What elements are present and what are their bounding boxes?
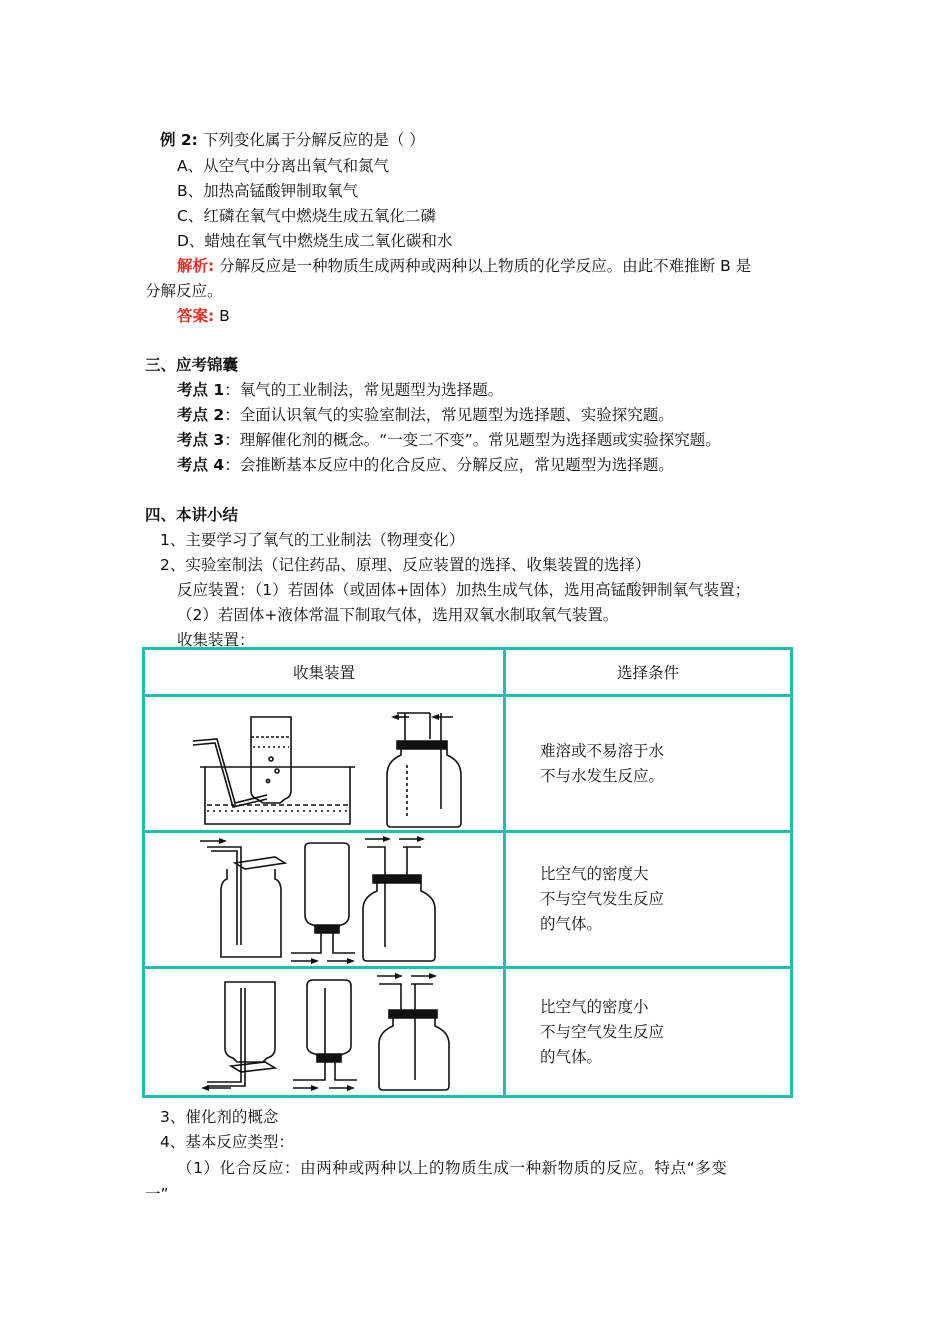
table-row (144, 696, 792, 832)
condition-text (506, 739, 790, 789)
exam-point-text: ：全面认识氧气的实验室制法，常见题型为选择题、实验探究题。 (224, 406, 674, 424)
condition-text (506, 995, 790, 1070)
condition-line: 的气体。 (540, 915, 603, 933)
exam-point-text: ：理解催化剂的概念。“一变二不变”。常见题型为选择题或实验探究题。 (224, 431, 721, 449)
option-d: D、蜡烛在氧气中燃烧生成二氧化碳和水 (177, 232, 453, 250)
water-displacement-figure (144, 696, 505, 832)
exam-point-4 (177, 454, 674, 476)
collection-table (142, 647, 793, 1098)
analysis-continued: 分解反应。 (145, 282, 223, 300)
exam-point-label: 考点 2 (177, 406, 225, 424)
analysis-label: 解析: (177, 257, 215, 275)
analysis-text: 分解反应是一种物质生成两种或两种以上物质的化学反应。由此不难推断 B 是 (219, 257, 752, 275)
section4-title: 四、本讲小结 (145, 506, 239, 524)
example-label: 例 2: (160, 131, 198, 149)
summary-item-3: 3、催化剂的概念 (160, 1108, 279, 1126)
exam-point-text: ：会推断基本反应中的化合反应、分解反应，常见题型为选择题。 (224, 456, 674, 474)
option-c: C、红磷在氧气中燃烧生成五氧化二磷 (177, 207, 436, 225)
exam-point-1 (177, 379, 503, 401)
exam-point-2 (177, 404, 674, 426)
example-question: 下列变化属于分解反应的是（ ） (202, 131, 425, 149)
header-collect-device: 收集装置 (144, 649, 505, 696)
condition-cell (505, 968, 792, 1097)
downward-air-figure (144, 968, 505, 1097)
combination-reaction: （1）化合反应：由两种或两种以上的物质生成一种新物质的反应。特点“多变 (177, 1159, 728, 1177)
summary-item-1: 1、主要学习了氧气的工业制法（物理变化） (160, 531, 465, 549)
option-b: B、加热高锰酸钾制取氧气 (177, 182, 359, 200)
summary-item-4: 4、基本反应类型： (160, 1133, 294, 1151)
exam-point-label: 考点 1 (177, 381, 225, 399)
exam-point-3 (177, 429, 721, 451)
combination-reaction-continued: 一” (145, 1185, 169, 1203)
condition-line: 的气体。 (540, 1047, 603, 1066)
reaction-device-1: 反应装置：（1）若固体（或固体+固体）加热生成气体，选用高锰酸钾制氧气装置； (177, 581, 751, 599)
upward-air-figure (144, 832, 505, 968)
condition-line: 不与空气发生反应 (540, 1022, 665, 1041)
upward-air-displacement-diagram (145, 970, 500, 1095)
condition-line: 不与空气发生反应 (540, 890, 665, 908)
collect-label: 收集装置： (177, 631, 255, 649)
exam-point-text: ：氧气的工业制法，常见题型为选择题。 (224, 381, 504, 399)
condition-line: 比空气的密度小 (540, 997, 649, 1016)
exam-point-label: 考点 3 (177, 431, 225, 449)
section3-title: 三、应考锦囊 (145, 356, 239, 374)
condition-line: 难溶或不易溶于水 (540, 741, 665, 760)
condition-text (506, 862, 790, 937)
table-row (144, 968, 792, 1097)
water-displacement-diagram (145, 699, 500, 829)
condition-line: 比空气的密度大 (540, 865, 649, 883)
header-condition: 选择条件 (505, 649, 792, 696)
option-a: A、从空气中分离出氧气和氮气 (177, 157, 390, 175)
summary-item-2: 2、实验室制法（记住药品、原理、反应装置的选择、收集装置的选择） (160, 556, 651, 574)
reaction-device-2: （2）若固体+液体常温下制取气体，选用双氧水制取氧气装置。 (177, 606, 619, 624)
answer-line (177, 305, 230, 327)
exam-point-label: 考点 4 (177, 456, 225, 474)
table-row (144, 832, 792, 968)
condition-cell (505, 696, 792, 832)
example-question-line (160, 129, 425, 151)
answer-value: B (219, 307, 230, 325)
table-header-row (144, 649, 792, 696)
analysis-line (177, 255, 751, 277)
downward-air-displacement-diagram (145, 835, 500, 965)
condition-line: 不与水发生反应。 (540, 766, 665, 785)
condition-cell (505, 832, 792, 968)
answer-label: 答案: (177, 307, 215, 325)
